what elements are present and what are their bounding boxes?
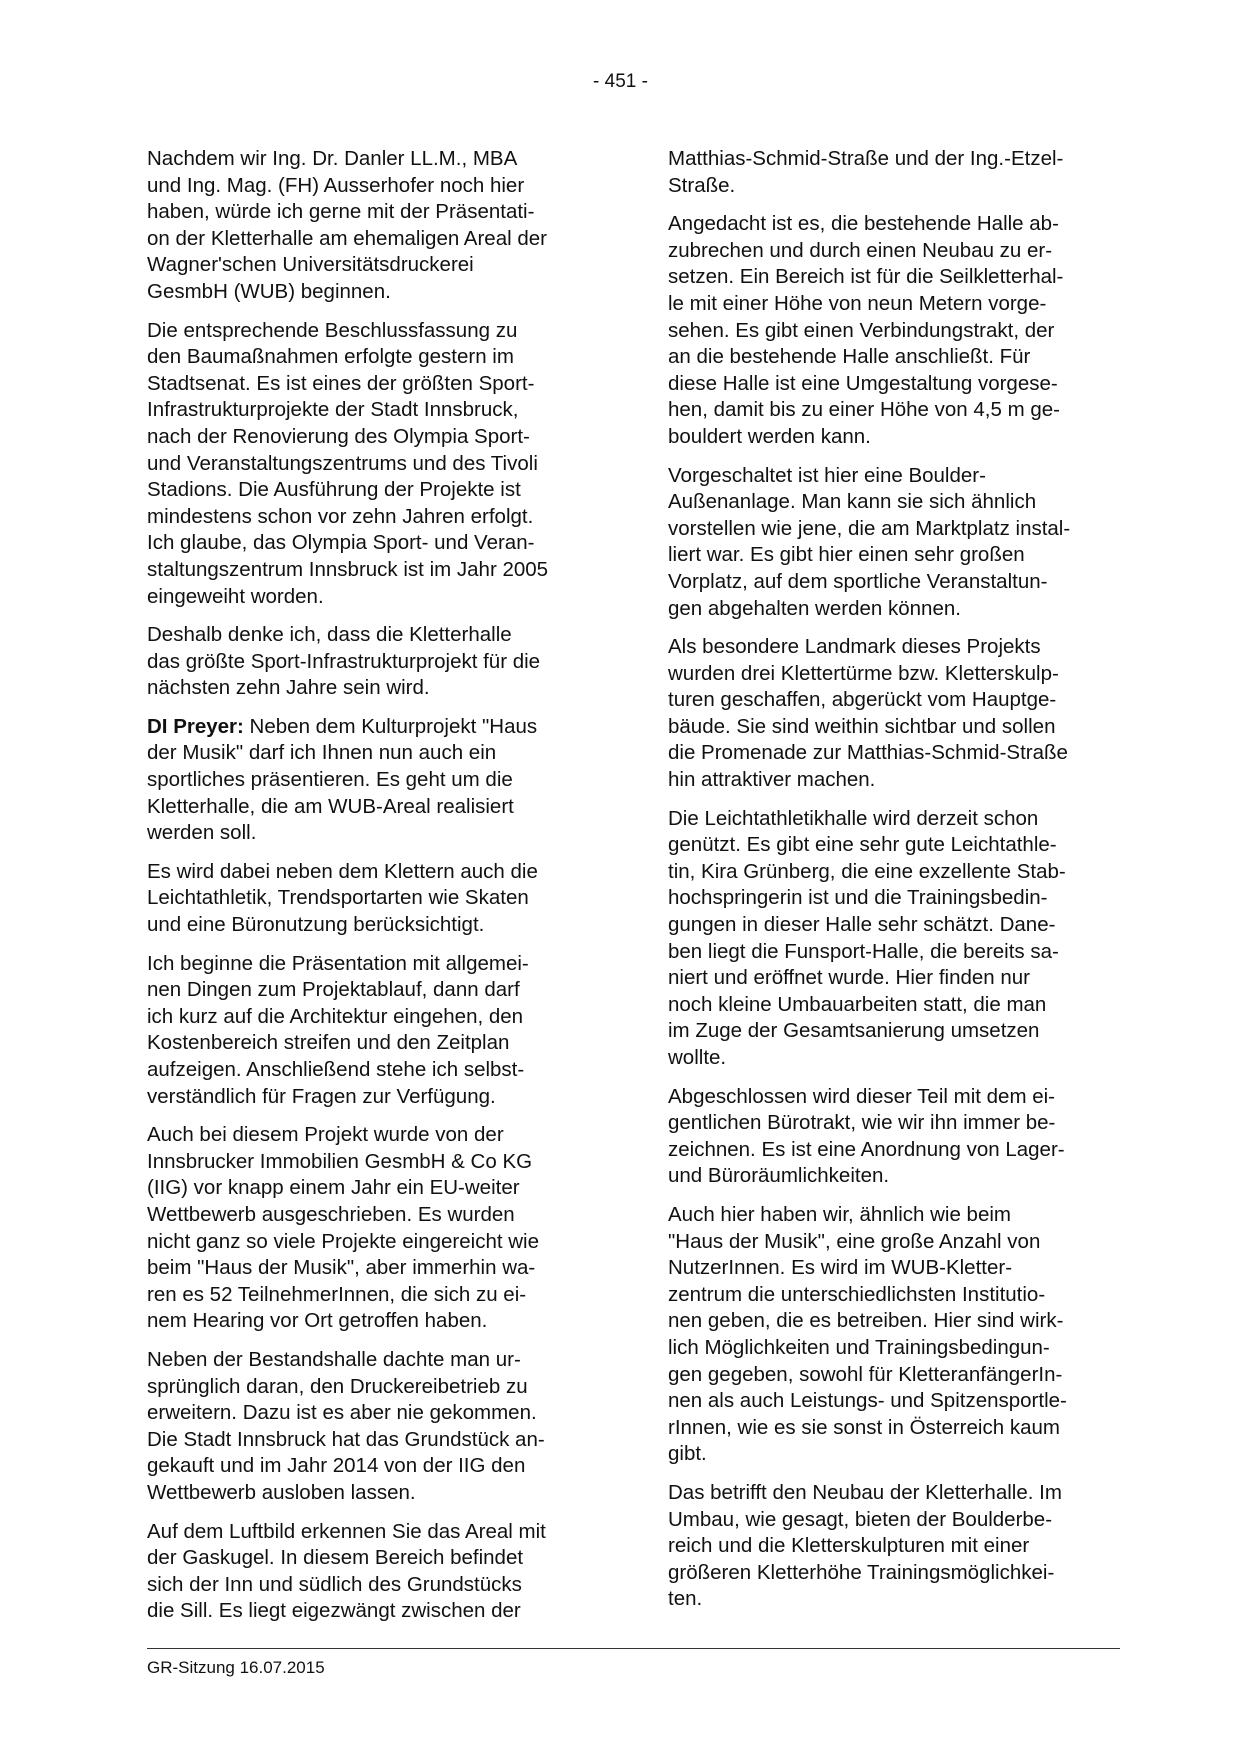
paragraph: Die entsprechende Beschlussfassung zu den Baumaßnahmen erfolgte gestern im Stadtsenat. Es ist eines der größten Sport- Infrastrukturprojekte der Stadt Innsbruck, nach der Renovierung des Olympia Sport- und Veranstaltungszentrums und des Tivoli Stadions. Die Ausführung der Projekte ist mindestens schon vor zehn Jahren erfolgt. Ich glaube, das Olympia Sport- und Veran- staltungszentrum Innsbruck ist im Jahr 2005 eingeweiht worden. — [147, 318, 549, 608]
paragraph: Abgeschlossen wird dieser Teil mit dem ei- gentlichen Bürotrakt, wie wir ihn immer be- zeichnen. Es ist eine Anordnung von Lager- und Büroräumlichkeiten. — [668, 1084, 1065, 1188]
paragraph: Neben der Bestandshalle dachte man ur- sprünglich daran, den Druckereibetrieb zu erweitern. Dazu ist es aber nie gekommen. Die Stadt Innsbruck hat das Grundstück an- gekauft und im Jahr 2014 von der IIG den Wettbewerb ausloben lassen. — [147, 1347, 545, 1504]
paragraph: Matthias-Schmid-Straße und der Ing.-Etzel- Straße. — [668, 147, 1064, 197]
paragraph: Nachdem wir Ing. Dr. Danler LL.M., MBA und Ing. Mag. (FH) Ausserhofer noch hier haben, würde ich gerne mit der Präsentati- on der Kletterhalle am ehemaligen Areal der Wagner'schen Universitätsdruckerei GesmbH (WUB) beginnen. — [147, 147, 547, 303]
speaker-text: Neben dem Kulturprojekt "Haus der Musik" darf ich Ihnen nun auch ein sportliches präsentieren. Es geht um die Kletterhalle, die am WUB-Areal realisiert werden soll. — [147, 714, 538, 845]
footer-session-label: GR-Sitzung 16.07.2015 — [147, 1658, 325, 1677]
paragraph: Auch bei diesem Projekt wurde von der Innsbrucker Immobilien GesmbH & Co KG (IIG) vor knapp einem Jahr ein EU-weiter Wettbewerb ausgeschrieben. Es wurden nicht ganz so viele Projekte eingereicht wie beim "Haus der Musik", aber immerhin wa- ren es 52 TeilnehmerInnen, die sich zu ei- nem Hearing vor Ort getroffen haben. — [147, 1123, 539, 1333]
paragraph: Das betrifft den Neubau der Kletterhalle. Im Umbau, wie gesagt, bieten der Boulderbe- reich und die Kletterskulpturen mit einer größeren Kletterhöhe Trainingsmöglichkei- ten. — [668, 1480, 1062, 1611]
paragraph: Es wird dabei neben dem Klettern auch die Leichtathletik, Trendsportarten wie Skaten und eine Büronutzung berücksichtigt. — [147, 859, 538, 937]
page-number: - 451 - — [593, 71, 648, 92]
speaker-name: DI Preyer: — [147, 714, 244, 738]
paragraph-speaker-statement — [147, 714, 617, 847]
footer-divider — [147, 1648, 1120, 1649]
paragraph: Angedacht ist es, die bestehende Halle ab- zubrechen und durch einen Neubau zu er- setzen. Ein Bereich ist für die Seilkletterhal- le mit einer Höhe von neun Metern vorge- sehen. Es gibt einen Verbindungstrakt, der an die bestehende Halle anschließt. Für diese Halle ist eine Umgestaltung vorgese- hen, damit bis zu einer Höhe von 4,5 m ge- bouldert werden kann. — [668, 212, 1064, 448]
paragraph: Auf dem Luftbild erkennen Sie das Areal mit der Gaskugel. In diesem Bereich befindet sich der Inn und südlich des Grundstücks die Sill. Es liegt eigezwängt zwischen der — [147, 1519, 546, 1623]
paragraph: Deshalb denke ich, dass die Kletterhalle das größte Sport-Infrastrukturprojekt für die nächsten zehn Jahre sein wird. — [147, 623, 541, 700]
left-column — [147, 146, 617, 1637]
paragraph: Als besondere Landmark dieses Projekts wurden drei Klettertürme bzw. Kletterskulp- turen geschaffen, abgerückt vom Hauptge- bäude. Sie sind weithin sichtbar und sollen die Promenade zur Matthias-Schmid-Straße hin attraktiver machen. — [668, 635, 1068, 792]
right-column — [668, 146, 1133, 1625]
paragraph: Vorgeschaltet ist hier eine Boulder- Außenanlage. Man kann sie sich ähnlich vorstellen wie jene, die am Marktplatz instal- liert war. Es gibt hier einen sehr großen Vorplatz, auf dem sportliche Veranstaltun- gen abgehalten werden können. — [668, 463, 1071, 620]
paragraph: Auch hier haben wir, ähnlich wie beim "Haus der Musik", eine große Anzahl von NutzerInnen. Es wird im WUB-Kletter- zentrum die unterschiedlichsten Institutio- nen geben, die es betreiben. Hier sind wirk- lich Möglichkeiten und Trainingsbedingun- gen gegeben, sowohl für KletteranfängerIn- nen als auch Leistungs- und Spitzensportle- rInnen, wie es sie sonst in Österreich kaum gibt. — [668, 1202, 1067, 1466]
paragraph: Die Leichtathletikhalle wird derzeit schon genützt. Es gibt eine sehr gute Leichtathle- tin, Kira Grünberg, die eine exzellente Stab- hochspringerin ist und die Trainingsbedin- gungen in dieser Halle sehr schätzt. Dane- ben liegt die Funsport-Halle, die bereits sa- niert und eröffnet wurde. Hier finden nur noch kleine Umbauarbeiten statt, die man im Zuge der Gesamtsanierung umsetzen wollte. — [668, 806, 1066, 1069]
paragraph: Ich beginne die Präsentation mit allgemei- nen Dingen zum Projektablauf, dann darf ich kurz auf die Architektur eingehen, den Kostenbereich streifen und den Zeitplan aufzeigen. Anschließend stehe ich selbst- verständlich für Fragen zur Verfügung. — [147, 951, 529, 1108]
